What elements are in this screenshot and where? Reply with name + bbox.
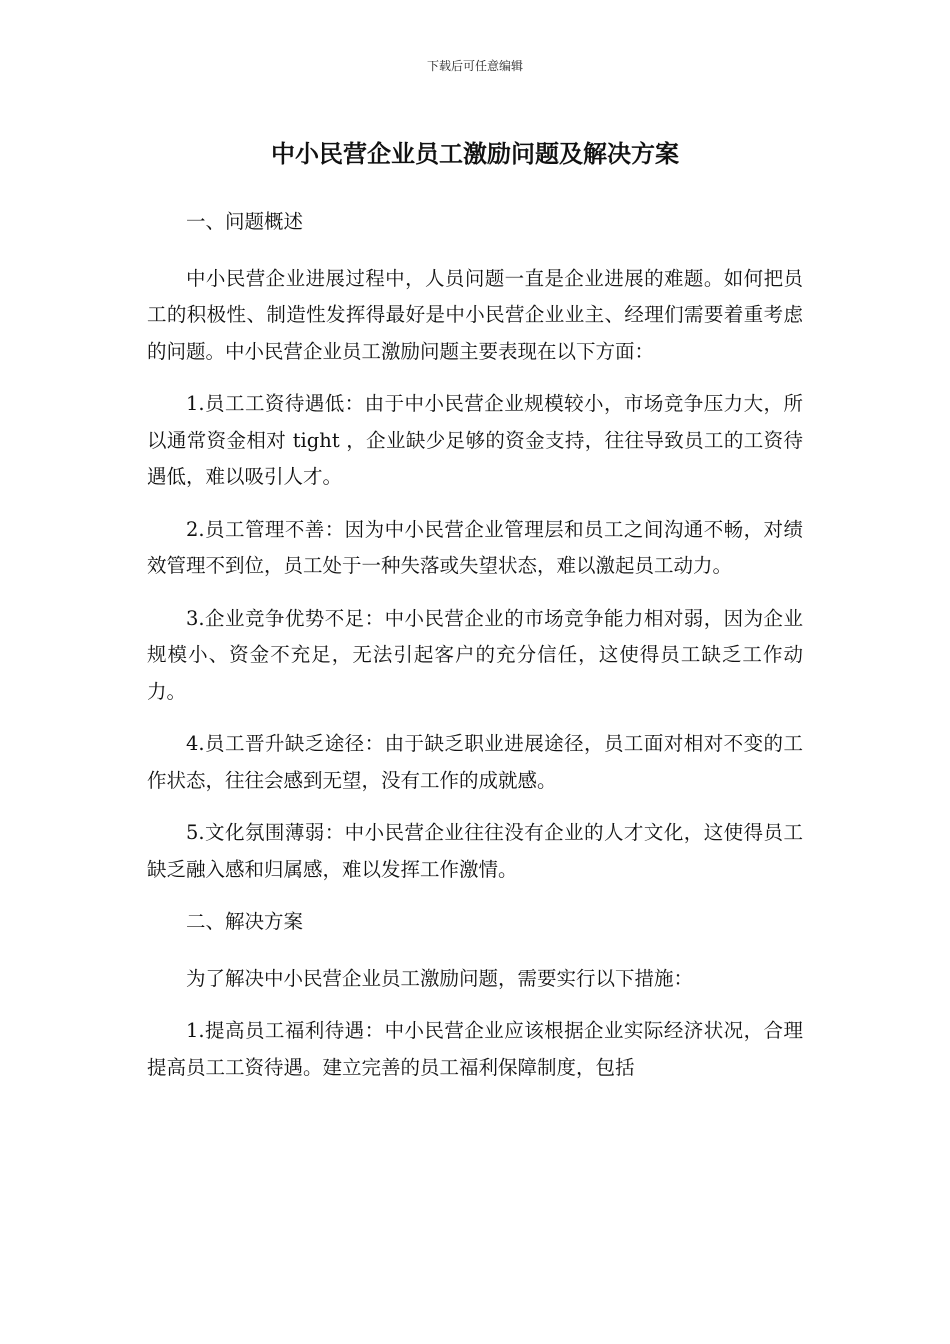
document-body bbox=[147, 204, 803, 1102]
section-heading-solutions: 二、解决方案 bbox=[186, 910, 304, 933]
document-title: 中小民营企业员工激励问题及解决方案 bbox=[271, 140, 679, 168]
paragraph-solutions-intro: 为了解决中小民营企业员工激励问题，需要实行以下措施： bbox=[186, 966, 694, 990]
list-item-solution-1: 1.提高员工福利待遇：中小民营企业应该根据企业实际经济状况，合理提高员工工资待遇。建立完善的员工福利保障制度，包括 bbox=[147, 1019, 803, 1079]
list-item-problem-4: 4.员工晋升缺乏途径：由于缺乏职业进展途径，员工面对相对不变的工作状态，往往会感到无望，没有工作的成就感。 bbox=[147, 732, 803, 792]
header-note: 下载后可任意编辑 bbox=[426, 59, 523, 73]
list-item-problem-2: 2.员工管理不善：因为中小民营企业管理层和员工之间沟通不畅，对绩效管理不到位，员工处于一种失落或失望状态，难以激起员工动力。 bbox=[147, 517, 803, 577]
list-item-problem-5: 5.文化氛围薄弱：中小民营企业往往没有企业的人才文化，这使得员工缺乏融入感和归属感，难以发挥工作激情。 bbox=[147, 821, 803, 881]
section-heading-overview: 一、问题概述 bbox=[186, 210, 304, 233]
list-item-problem-3: 3.企业竞争优势不足：中小民营企业的市场竞争能力相对弱，因为企业规模小、资金不充足，无法引起客户的充分信任，这使得员工缺乏工作动力。 bbox=[147, 606, 803, 703]
list-item-problem-1: 1.员工工资待遇低：由于中小民营企业规模较小，市场竞争压力大，所以通常资金相对 tight ，企业缺少足够的资金支持，往往导致员工的工资待遇低，难以吸引人才。 bbox=[147, 392, 803, 488]
paragraph-intro: 中小民营企业进展过程中，人员问题一直是企业进展的难题。如何把员工的积极性、制造性发挥得最好是中小民营企业业主、经理们需要着重考虑的问题。中小民营企业员工激励问题主要表现在以下方面： bbox=[147, 266, 803, 363]
